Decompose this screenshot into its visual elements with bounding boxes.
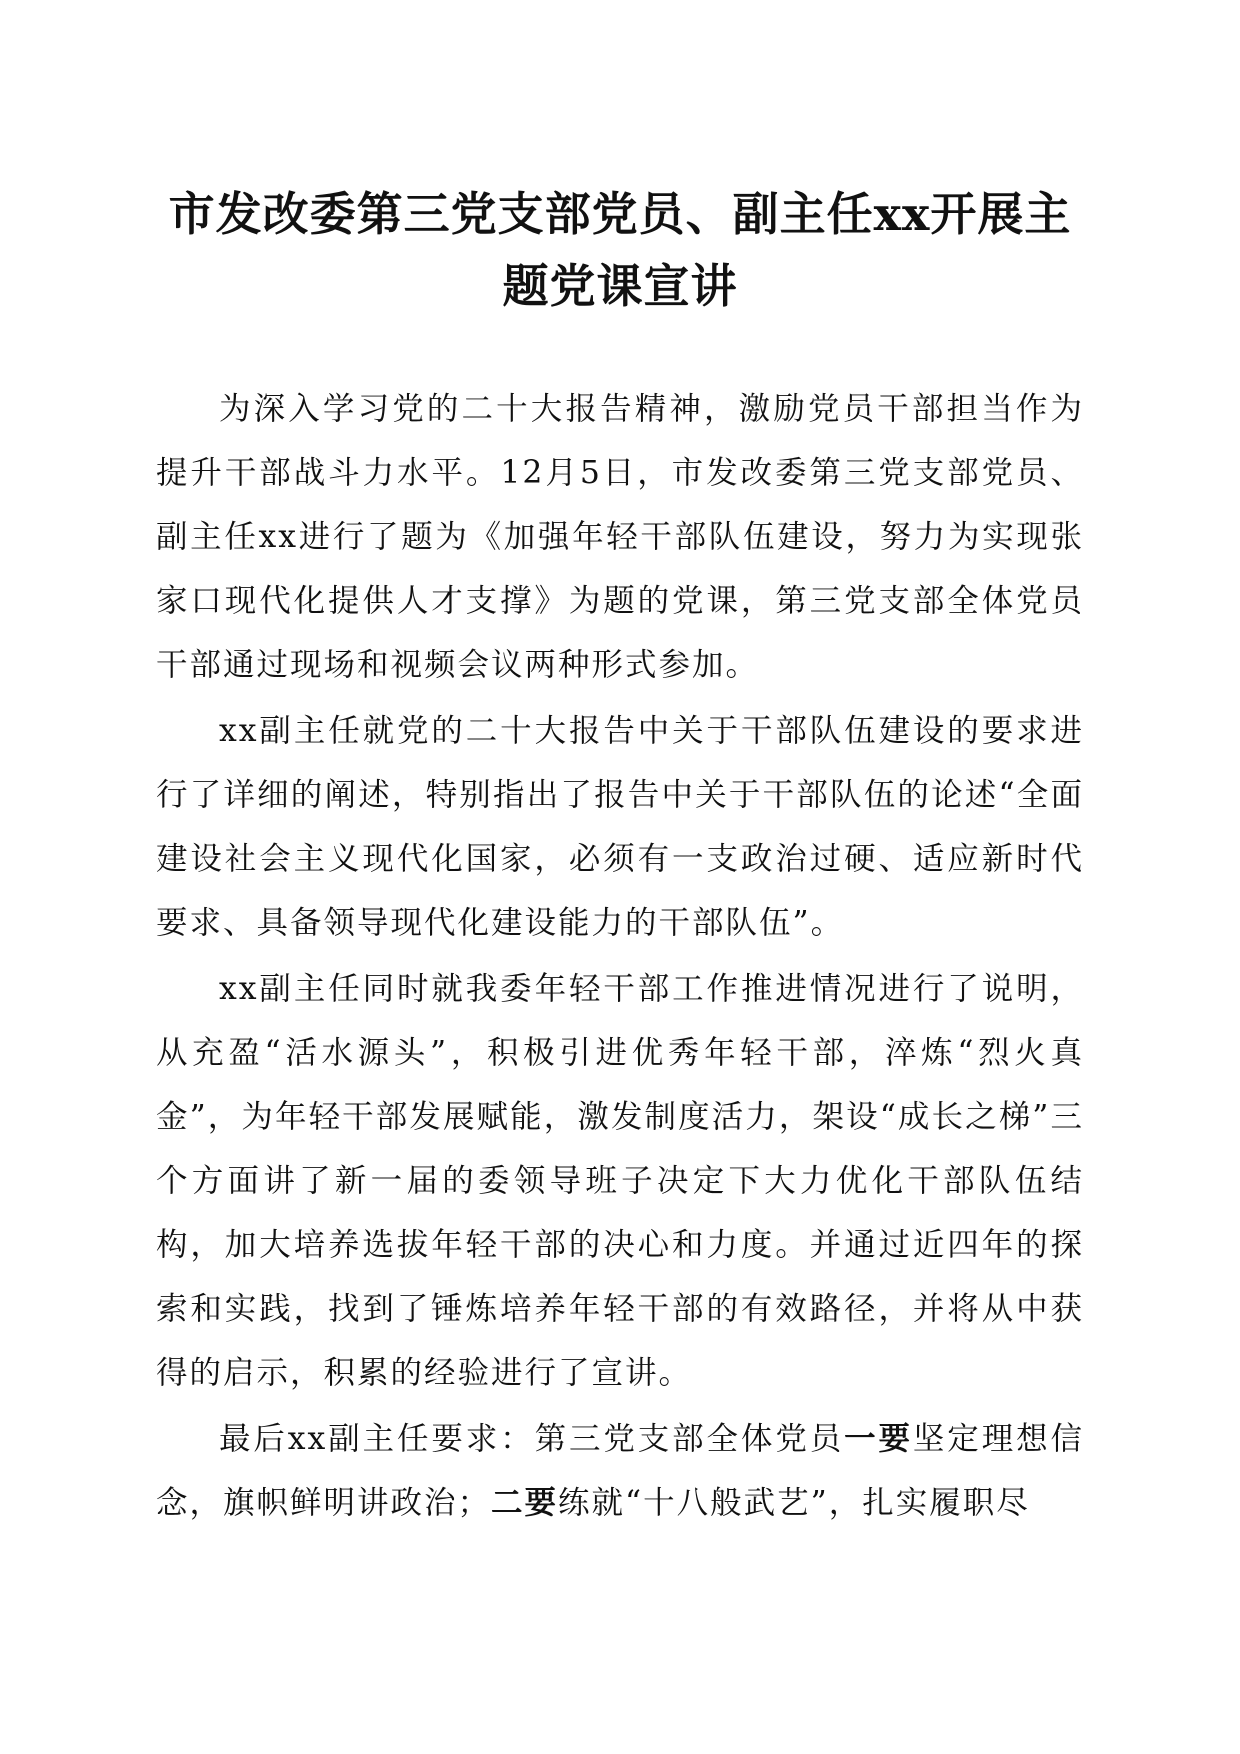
paragraph-2: xx副主任就党的二十大报告中关于干部队伍建设的要求进行了详细的阐述，特别指出了报告中关于干部队伍的论述“全面建设社会主义现代化国家，必须有一支政治过硬、适应新时代要求、具备领导现代化建设能力的干部队伍”。 <box>156 713 1084 941</box>
emphasis-second: 二要 <box>491 1484 559 1521</box>
paragraph-4 <box>156 1407 1084 1535</box>
document-body <box>156 377 1084 1537</box>
emphasis-first: 一要 <box>844 1420 913 1457</box>
paragraph-4-part-2: 坚定理想信念，旗帜鲜明讲政治； <box>156 1421 1084 1521</box>
title-line-2: 题党课宣讲 <box>502 259 738 313</box>
paragraph-1: 为深入学习党的二十大报告精神，激励党员干部担当作为提升干部战斗力水平。12月5日，市发改委第三党支部党员、副主任xx进行了题为《加强年轻干部队伍建设，努力为实现张家口现代化提供人才支撑》为题的党课，第三党支部全体党员干部通过现场和视频会议两种形式参加。 <box>156 391 1084 683</box>
paragraph-4-part-1: 最后xx副主任要求：第三党支部全体党员 <box>219 1421 845 1457</box>
paragraph-4-part-3: 练就“十八般武艺”，扎实履职尽 <box>558 1485 1030 1521</box>
title-line-1: 市发改委第三党支部党员、副主任xx开展主 <box>168 187 1072 241</box>
paragraph-3: xx副主任同时就我委年轻干部工作推进情况进行了说明，从充盈“活水源头”，积极引进优秀年轻干部，淬炼“烈火真金”，为年轻干部发展赋能，激发制度活力，架设“成长之梯”三个方面讲了新一届的委领导班子决定下大力优化干部队伍结构，加大培养选拔年轻干部的决心和力度。并通过近四年的探索和实践，找到了锤炼培养年轻干部的有效路径，并将从中获得的启示，积累的经验进行了宣讲。 <box>156 971 1084 1391</box>
document-title <box>150 178 1090 322</box>
